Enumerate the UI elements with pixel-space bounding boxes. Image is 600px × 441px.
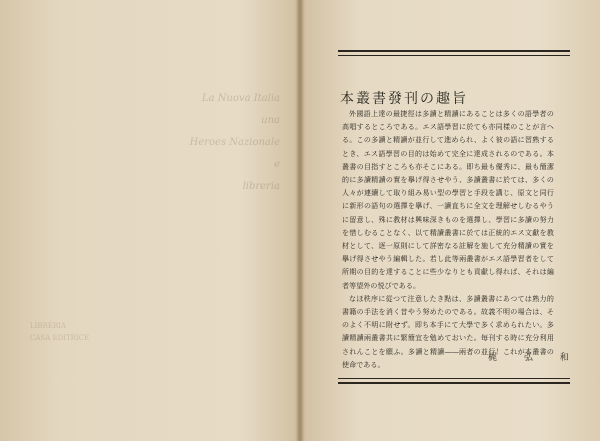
top-rule-thick xyxy=(338,50,570,52)
body-text xyxy=(342,108,554,372)
author-signature: 梶 弘 和 xyxy=(488,353,581,363)
ghost-line: Heroes Nazionale xyxy=(189,137,280,148)
top-rule-thin xyxy=(338,55,570,56)
ghost-line: e xyxy=(274,159,280,170)
left-page xyxy=(0,0,299,441)
bottom-rule-thick xyxy=(338,382,570,384)
show-through-text-bottom xyxy=(30,320,110,344)
bottom-rule-thin xyxy=(338,378,570,379)
ghost-line: una xyxy=(261,115,280,126)
ghost-line: La Nuova Italia xyxy=(201,93,280,104)
paragraph: 外國語上達の最捷徑は多讀と精讀にあることは多くの語學者の高唱するところである。エス語學習に於ても亦同樣のことが言へる。この多讀と精讀が並行して進められ、よく彼の語に習熟するとき、エス語學習の目的は始めて完全に達成されるのである。本叢書の目指すところも亦そこにある。即ち最も優秀に、最も簡潔的に多讀精讀の實を擧げ得させやう、多讀叢書に於ては、多くの人々が連續して取り組み易い型の學習と手段を講じ、原文と同行に新形の語句の選擇を擧げ、一讀直ちに全文を理解せしむるやうに留意し、殊に教材は興味深きものを選擇し、學習に多讀の努力を惜しむることなく、以て精讀叢書に於ては正統的エス文獻を教材として、逐一原則にして詳密なる註解を施して充分精讀の實を擧げ得させやう編輯した。若し此等兩叢書がエス語學習者をして所期の目的を達することに些少なりとも貢獻し得れば、それは編者等望外の悦びである。 xyxy=(342,110,554,290)
paragraph: なほ秩序に從つて注意したき點は、多讀叢書にあつては熟力的書籍の手法を消く昔やう努めたのである。故義不明の場合は、そのよく不明に附せず。即ち本手にて大學で多く求められたい。多讀精讀兩叢書共に繁簡宜を勉めておいた。毎刊する時に充分利用されんことを願ふ。多讀と精讀――兩者の並行！これが本叢書の使命である。 xyxy=(342,294,554,369)
show-through-text xyxy=(160,88,280,198)
ghost-line: CASA EDITRICE xyxy=(30,334,90,342)
ghost-line: LIBRERIA xyxy=(30,322,67,330)
ghost-line: libreria xyxy=(242,181,280,192)
page-title: 本叢書發刊の趣旨 xyxy=(340,91,468,107)
